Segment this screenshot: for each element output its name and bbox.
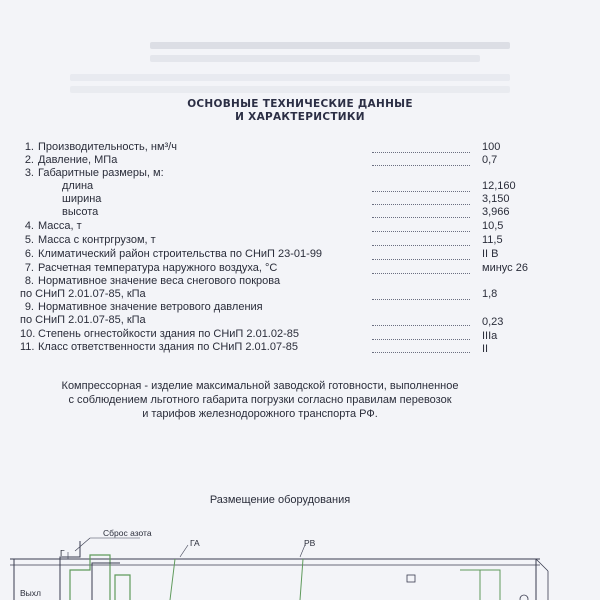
spec-label: Класс ответственности здания по СНиП 2.01.07-85 (38, 341, 298, 353)
leader-dots (372, 190, 470, 192)
spec-subitem (62, 206, 98, 219)
spec-item (20, 141, 177, 154)
spec-value: минус 26 (482, 262, 528, 274)
spec-number: 3. (24, 167, 34, 179)
spec-value: 12,160 (482, 180, 516, 192)
spec-number: 2. (24, 154, 34, 166)
description-line: с соблюдением льготного габарита погрузки согласно правилам перевозок (68, 394, 452, 406)
spec-label: длина (62, 180, 94, 192)
spec-subitem (62, 180, 93, 193)
spec-subitem (62, 193, 101, 206)
spec-value: 3,150 (482, 193, 510, 205)
diagram-title: Размещение оборудования (209, 494, 351, 506)
title-line-1: ОСНОВНЫЕ ТЕХНИЧЕСКИЕ ДАННЫЕ (187, 98, 413, 110)
leader-dots (372, 151, 470, 153)
description-line: Компрессорная - изделие максимальной заводской готовности, выполненное (61, 380, 459, 392)
leader-dots (372, 272, 470, 274)
equipment-box (407, 575, 415, 582)
spec-value: 0,23 (482, 316, 504, 328)
leader-dots (372, 203, 470, 205)
leader-dots (372, 258, 470, 260)
spec-label-cont: по СНиП 2.01.07-85, кПа (20, 288, 146, 300)
spec-number: 8. (24, 275, 34, 287)
spec-label: Производительность, нм³/ч (38, 141, 177, 153)
label-nitrogen-discharge: Сброс азота (103, 528, 152, 538)
spec-item (20, 275, 280, 288)
equipment-layout-diagram (0, 515, 600, 600)
spec-label: Масса с контргрузом, т (38, 234, 156, 246)
leader-dots (372, 164, 470, 166)
label-leader (75, 538, 90, 551)
spec-value: 10,5 (482, 220, 504, 232)
description-paragraph (20, 379, 500, 421)
spec-value: II В (482, 248, 499, 260)
spec-label: Степень огнестойкости здания по СНиП 2.01.02-85 (38, 328, 299, 340)
valve-circle (520, 595, 528, 600)
leader-dots (372, 351, 470, 353)
spec-item (20, 154, 117, 167)
spec-label: Давление, МПа (38, 154, 118, 166)
label-exhaust: Выхл (20, 588, 41, 598)
spec-item (20, 167, 164, 180)
spec-number: 9. (24, 301, 34, 313)
spec-number: 5. (24, 234, 34, 246)
spec-item-continuation (20, 288, 146, 301)
spec-item (20, 328, 299, 341)
spec-value: 1,8 (482, 288, 498, 300)
spec-label: Нормативное значение ветрового давления (38, 301, 263, 313)
spec-label: ширина (62, 193, 102, 205)
spec-label-cont: по СНиП 2.01.07-85, кПа (20, 314, 146, 326)
spec-value: 100 (482, 141, 501, 153)
spec-item (20, 248, 322, 261)
spec-value: 3,966 (482, 206, 510, 218)
spec-label: Масса, т (38, 220, 82, 232)
label-rv: РВ (304, 538, 316, 548)
leader-dots (372, 298, 470, 300)
spec-value: II (482, 343, 489, 355)
leader-dots (372, 216, 470, 218)
leader-dots (372, 324, 470, 326)
spec-value: 0,7 (482, 154, 498, 166)
leader-dots (372, 338, 470, 340)
spec-number: 4. (24, 220, 34, 232)
pipe-left (70, 555, 110, 600)
title-line-2: И ХАРАКТЕРИСТИКИ (235, 111, 365, 123)
spec-item (20, 220, 82, 233)
spec-label: Климатический район строительства по СНиП 23-01-99 (38, 248, 323, 260)
pipe-left-2 (115, 575, 130, 600)
spec-number: 11. (20, 341, 35, 353)
spec-item (20, 234, 156, 247)
pipe-right (460, 570, 500, 600)
leader-dots (372, 244, 470, 246)
spec-number: 1. (24, 141, 34, 153)
spec-number: 7. (24, 262, 34, 274)
description-line: и тарифов железнодорожного транспорта РФ. (142, 408, 378, 420)
spec-label: Нормативное значение веса снегового покрова (38, 275, 281, 287)
label-leader (180, 545, 188, 557)
spec-item-continuation (20, 314, 146, 327)
spec-number: 6. (24, 248, 34, 260)
label-ga: ГА (190, 538, 200, 548)
spec-label: Расчетная температура наружного воздуха, °С (38, 262, 278, 274)
label-g: Г (60, 548, 65, 558)
spec-item (20, 341, 298, 354)
spec-label: Габаритные размеры, м: (38, 167, 164, 179)
spec-number: 10. (20, 328, 36, 340)
spec-value: IIIа (482, 330, 498, 342)
leader-dots (372, 230, 470, 232)
spec-item (20, 262, 277, 275)
spec-value: 11,5 (482, 234, 503, 246)
spec-label: высота (62, 206, 99, 218)
spec-item (20, 301, 263, 314)
